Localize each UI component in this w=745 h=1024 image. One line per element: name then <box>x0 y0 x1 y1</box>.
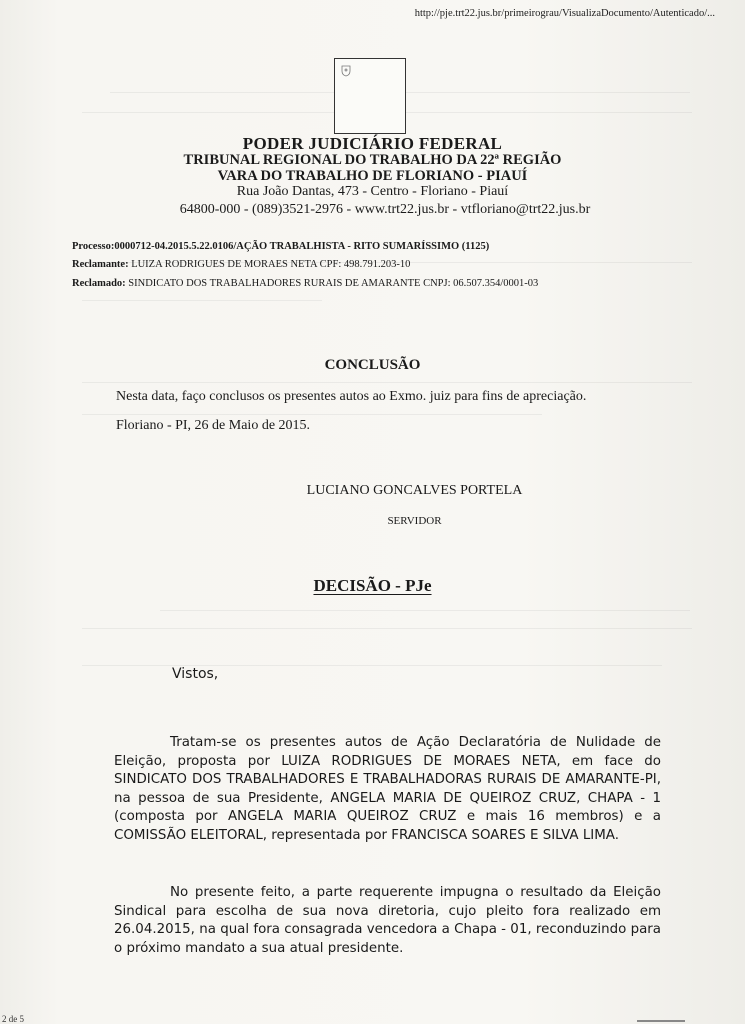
header-address: Rua João Dantas, 473 - Centro - Floriano - Piauí <box>236 184 509 199</box>
coat-of-arms-icon <box>341 65 351 77</box>
paragraph-1-text: Tratam-se os presentes autos de Ação Declaratória de Nulidade de Eleição, proposta por LUIZA RODRIGUES DE MORAES NETA, em face do SINDICATO DOS TRABALHADORES E TRABALHADORAS RURAIS DE AMARANTE-PI, na pessoa de sua Presidente, ANGELA MARIA DE QUEIROZ CRUZ, CHAPA - 1 (composta por ANGELA MARIA QUEIROZ CRUZ e mais 16 membros) e a COMISSÃO ELEITORAL, representada por FRANCISCA SOARES E SILVA LIMA. <box>114 735 661 843</box>
decisao-paragraph-1 <box>114 734 661 846</box>
servidor-role: SERVIDOR <box>387 515 442 527</box>
footer-mark <box>637 1020 685 1022</box>
reclamante-line <box>72 259 410 270</box>
conclusao-title: CONCLUSÃO <box>324 357 421 373</box>
page-number: 2 de 5 <box>2 1014 24 1024</box>
reclamado-value: SINDICATO DOS TRABALHADORES RURAIS DE AMARANTE CNPJ: 06.507.354/0001-03 <box>128 278 539 289</box>
reclamante-value: LUIZA RODRIGUES DE MORAES NETA CPF: 498.791.203-10 <box>131 259 411 270</box>
reclamado-label: Reclamado: <box>72 278 126 289</box>
header-tribunal: TRIBUNAL REGIONAL DO TRABALHO DA 22ª REGIÃO <box>183 152 562 168</box>
servidor-name: LUCIANO GONCALVES PORTELA <box>306 483 523 498</box>
decisao-paragraph-2 <box>114 884 661 958</box>
conclusao-text: Nesta data, faço conclusos os presentes autos ao Exmo. juiz para fins de apreciação. <box>116 389 587 404</box>
vistos: Vistos, <box>172 666 219 682</box>
paragraph-2-text: No presente feito, a parte requerente impugna o resultado da Eleição Sindical para escolha de sua nova diretoria, cujo pleito fora realizado em 26.04.2015, na qual fora consagrada vencedora a Chapa - 01, reconduzindo para o próximo mandato a sua atual presidente. <box>114 885 661 956</box>
header-contact: 64800-000 - (089)3521-2976 - www.trt22.jus.br - vtfloriano@trt22.jus.br <box>179 202 591 217</box>
decisao-title <box>0 576 745 596</box>
processo-line: Processo:0000712-04.2015.5.22.0106/AÇÃO TRABALHISTA - RITO SUMARÍSSIMO (1125) <box>72 241 490 252</box>
decisao-title-text: DECISÃO - PJe <box>313 576 432 595</box>
brasao-seal <box>334 58 406 134</box>
header-vara: VARA DO TRABALHO DE FLORIANO - PIAUÍ <box>217 168 528 184</box>
print-url: http://pje.trt22.jus.br/primeirograu/VisualizaDocumento/Autenticado/... <box>414 8 715 19</box>
reclamado-line <box>72 278 538 289</box>
reclamante-label: Reclamante: <box>72 259 129 270</box>
header-poder-judiciario: PODER JUDICIÁRIO FEDERAL <box>242 134 503 153</box>
conclusao-date: Floriano - PI, 26 de Maio de 2015. <box>116 418 311 433</box>
